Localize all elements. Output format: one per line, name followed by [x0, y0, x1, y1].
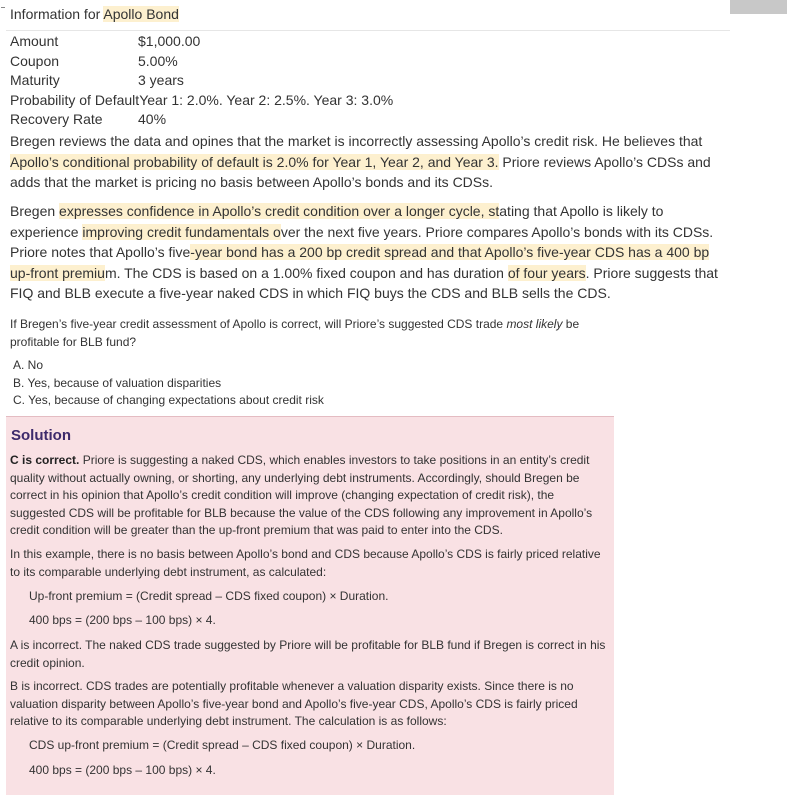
bold-run: C is correct.: [10, 453, 80, 467]
info-value: 3 years: [138, 72, 184, 88]
info-row-probability: [10, 91, 393, 111]
highlight-run: -year bond has a 200 bp credit spread and that Apollo’s five-year CDS has a 400 bp up-front premiu: [10, 244, 710, 281]
solution-title: Solution: [11, 427, 71, 444]
highlight-run: of four years: [507, 264, 586, 281]
case-paragraph-2: [10, 201, 732, 304]
page-title: [10, 5, 179, 23]
equation-2: 400 bps = (200 bps – 100 bps) × 4.: [29, 613, 216, 627]
info-row-maturity: [10, 71, 393, 91]
info-label: Amount: [10, 33, 59, 49]
info-row-amount: [10, 32, 393, 52]
solution-paragraph-a: A is incorrect. The naked CDS trade suggested by Priore will be profitable for BLB fund if Bregen is correct in his credit opinion.: [10, 638, 606, 670]
info-value: $1,000.00: [138, 33, 201, 49]
text-run: ver the next five years. Priore compares Apollo’s bonds with its CDSs. Priore notes that Apollo’s five: [10, 223, 714, 260]
edge-marker: [1, 7, 5, 8]
highlight-run: Apollo’s conditional probability of default is 2.0% for Year 1, Year 2, and Year 3.: [10, 153, 499, 170]
text-run: Priore reviews Apollo’s CDSs and adds that the market is pricing no basis between Apollo’s bonds and its CDSs.: [10, 153, 711, 190]
option-c[interactable]: C. Yes, because of changing expectations about credit risk: [13, 393, 324, 407]
bond-info-table: [10, 32, 393, 130]
text-run: be profitable for BLB fund?: [10, 317, 580, 349]
option-b[interactable]: B. Yes, because of valuation disparities: [13, 375, 222, 390]
info-label: Recovery Rate: [10, 111, 103, 127]
case-paragraph-1: [10, 131, 732, 193]
equation-3: CDS up-front premium = (Credit spread – CDS fixed coupon) × Duration.: [29, 738, 416, 752]
text-run: Priore is suggesting a naked CDS, which enables investors to take positions in an entity’s credit quality without actually owning, or shorting, any underlying debt instruments. Accordingly, should Bregen be correct in his opinion that Apollo’s credit condition will improve (changing expectation of credit risk), the suggested CDS will be profitable for BLB because the value of the CDS following any improvement in Apollo’s credit condition will be greater than the up-front premium that was paid to enter into the CDS.: [10, 453, 593, 538]
solution-paragraph-correct: [10, 452, 610, 540]
window-scrollbar[interactable]: [730, 0, 787, 14]
solution-paragraph-basis: In this example, there is no basis between Apollo’s bond and CDS because Apollo’s CDS is fairly priced relative to its comparable underlying debt instrument, as calculated:: [10, 547, 601, 579]
info-value: 40%: [138, 111, 167, 127]
question-text: [10, 315, 590, 351]
info-row-recovery: [10, 110, 393, 130]
info-label: Maturity: [10, 72, 60, 88]
text-run: Bregen reviews the data and opines that the market is incorrectly assessing Apollo’s credit risk. He believes that: [10, 133, 703, 149]
title-prefix: Information for: [10, 6, 104, 22]
title-highlight: Apollo Bond: [103, 6, 179, 22]
solution-paragraph-b: B is incorrect. CDS trades are potentially profitable whenever a valuation disparity exists. Since there is no valuation disparity between Apollo’s five-year bond and Apollo’s five-year CDS, Apollo’s CDS is fairly priced relative to its comparable underlying debt instrument. The calculation is as follows:: [10, 679, 578, 729]
text-run: . Priore suggests that FIQ and BLB execute a five-year naked CDS in which FIQ buys the CDS and BLB sells the CDS.: [10, 264, 718, 301]
info-label: Coupon: [10, 52, 60, 69]
text-run: ating that Apollo is likely to experience: [10, 203, 664, 240]
text-run: Bregen: [10, 203, 60, 219]
emphasis-run: most likely: [506, 317, 563, 331]
info-row-coupon: [10, 52, 393, 72]
option-a[interactable]: A. No: [13, 358, 44, 372]
solution-panel: [6, 416, 614, 795]
highlight-run: improving credit fundamentals o: [82, 223, 281, 240]
answer-options: [13, 357, 324, 410]
info-value: Year 1: 2.0%. Year 2: 2.5%. Year 3: 3.0%: [139, 91, 394, 108]
highlight-run: expresses confidence in Apollo’s credit condition over a longer cycle, st: [59, 203, 500, 219]
info-label: Probability of Default: [10, 91, 140, 108]
text-run: If Bregen’s five-year credit assessment of Apollo is correct, will Priore’s suggested CDS trade: [10, 317, 507, 331]
info-value: 5.00%: [138, 52, 178, 69]
text-run: m. The CDS is based on a 1.00% fixed coupon and has duration: [104, 264, 508, 281]
equation-1: Up-front premium = (Credit spread – CDS fixed coupon) × Duration.: [29, 589, 389, 603]
equation-4: 400 bps = (200 bps – 100 bps) × 4.: [29, 763, 216, 777]
